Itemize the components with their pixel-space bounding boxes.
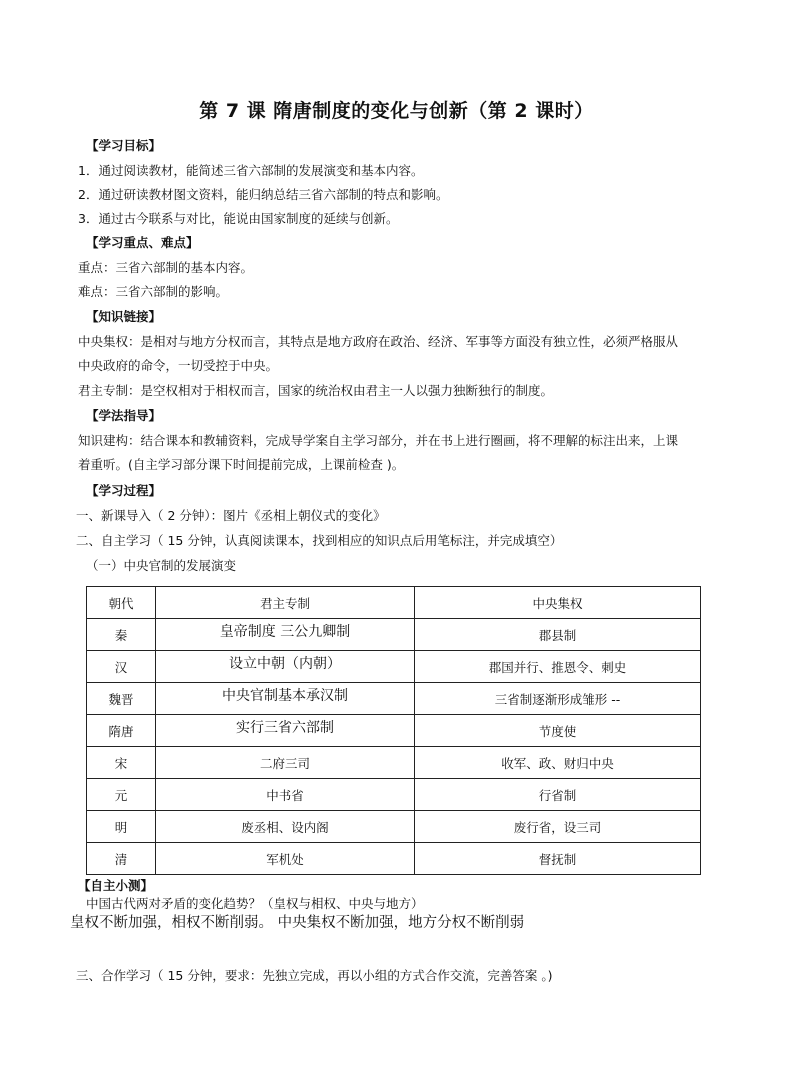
official-system-table: [86, 586, 701, 875]
dynasty-cell: 明: [87, 811, 156, 843]
objective-item-1: 1．通过阅读教材，能简述三省六部制的发展演变和基本内容。: [78, 163, 424, 178]
difficult-point: 难点：三省六部制的影响。: [78, 284, 229, 299]
centralization-definition-line2: 中央政府的命令，一切受控于中央。: [78, 358, 279, 373]
objectives-heading: 【学习目标】: [86, 138, 162, 153]
table-row: [87, 715, 701, 747]
table-row: [87, 811, 701, 843]
dynasty-cell: 魏晋: [87, 683, 156, 715]
autocracy-cell: 实行三省六部制: [156, 715, 415, 747]
centralization-cell: 三省制逐渐形成雏形 --: [415, 683, 701, 715]
process-heading: 【学习过程】: [86, 483, 162, 498]
centralization-cell: 废行省，设三司: [415, 811, 701, 843]
dynasty-cell: 秦: [87, 619, 156, 651]
knowledge-heading: 【知识链接】: [86, 309, 162, 324]
autocracy-cell: 军机处: [156, 843, 415, 875]
method-line2: 着重听。(自主学习部分课下时间提前完成，上课前检查 )。: [78, 457, 405, 472]
table-row: [87, 779, 701, 811]
header-centralization: 中央集权: [415, 587, 701, 619]
lesson-title: 第 7 课 隋唐制度的变化与创新（第 2 课时）: [199, 100, 594, 122]
centralization-cell: 郡国并行、推恩令、刺史: [415, 651, 701, 683]
table-row: [87, 747, 701, 779]
centralization-cell: 督抚制: [415, 843, 701, 875]
table-row: [87, 619, 701, 651]
process-part1: 一、新课导入（ 2 分钟）：图片《丞相上朝仪式的变化》: [76, 508, 386, 523]
autocracy-cell: 二府三司: [156, 747, 415, 779]
key-point: 重点：三省六部制的基本内容。: [78, 260, 254, 275]
quiz-question: 中国古代两对矛盾的变化趋势？（皇权与相权、中央与地方）: [86, 896, 424, 911]
dynasty-cell: 汉: [87, 651, 156, 683]
header-autocracy: 君主专制: [156, 587, 415, 619]
centralization-cell: 节度使: [415, 715, 701, 747]
table-header-row: [87, 587, 701, 619]
keypoints-heading: 【学习重点、难点】: [86, 235, 199, 250]
method-heading: 【学法指导】: [86, 408, 162, 423]
table-row: [87, 843, 701, 875]
centralization-definition-line1: 中央集权：是相对与地方分权而言，其特点是地方政府在政治、经济、军事等方面没有独立性，必须严格服从: [78, 334, 679, 349]
autocracy-cell: 皇帝制度 三公九卿制: [156, 619, 415, 651]
part3-cooperative-learning: 三、合作学习（ 15 分钟，要求：先独立完成，再以小组的方式合作交流，完善答案 。): [76, 968, 553, 983]
dynasty-cell: 宋: [87, 747, 156, 779]
dynasty-cell: 元: [87, 779, 156, 811]
table-row: [87, 683, 701, 715]
dynasty-cell: 隋唐: [87, 715, 156, 747]
objective-item-2: 2．通过研读教材图文资料，能归纳总结三省六部制的特点和影响。: [78, 187, 449, 202]
objective-item-3: 3．通过古今联系与对比，能说由国家制度的延续与创新。: [78, 211, 399, 226]
process-sub1: （一）中央官制的发展演变: [86, 558, 237, 573]
autocracy-definition: 君主专制：是空权相对于相权而言，国家的统治权由君主一人以强力独断独行的制度。: [78, 383, 554, 398]
centralization-cell: 收军、政、财归中央: [415, 747, 701, 779]
autocracy-cell: 中书省: [156, 779, 415, 811]
process-part2: 二、自主学习（ 15 分钟，认真阅读课本，找到相应的知识点后用笔标注，并完成填空）: [76, 533, 563, 548]
method-line1: 知识建构：结合课本和教辅资料，完成导学案自主学习部分，并在书上进行圈画，将不理解的标注出来，上课: [78, 433, 679, 448]
autocracy-cell: 废丞相、设内阁: [156, 811, 415, 843]
header-dynasty: 朝代: [87, 587, 156, 619]
autocracy-cell: 中央官制基本承汉制: [156, 683, 415, 715]
centralization-cell: 行省制: [415, 779, 701, 811]
autocracy-cell: 设立中朝（内朝）: [156, 651, 415, 683]
table-row: [87, 651, 701, 683]
centralization-cell: 郡县制: [415, 619, 701, 651]
quiz-heading: 【自主小测】: [78, 878, 154, 893]
quiz-answer: 皇权不断加强，相权不断削弱。 中央集权不断加强，地方分权不断削弱: [70, 915, 525, 931]
dynasty-cell: 清: [87, 843, 156, 875]
